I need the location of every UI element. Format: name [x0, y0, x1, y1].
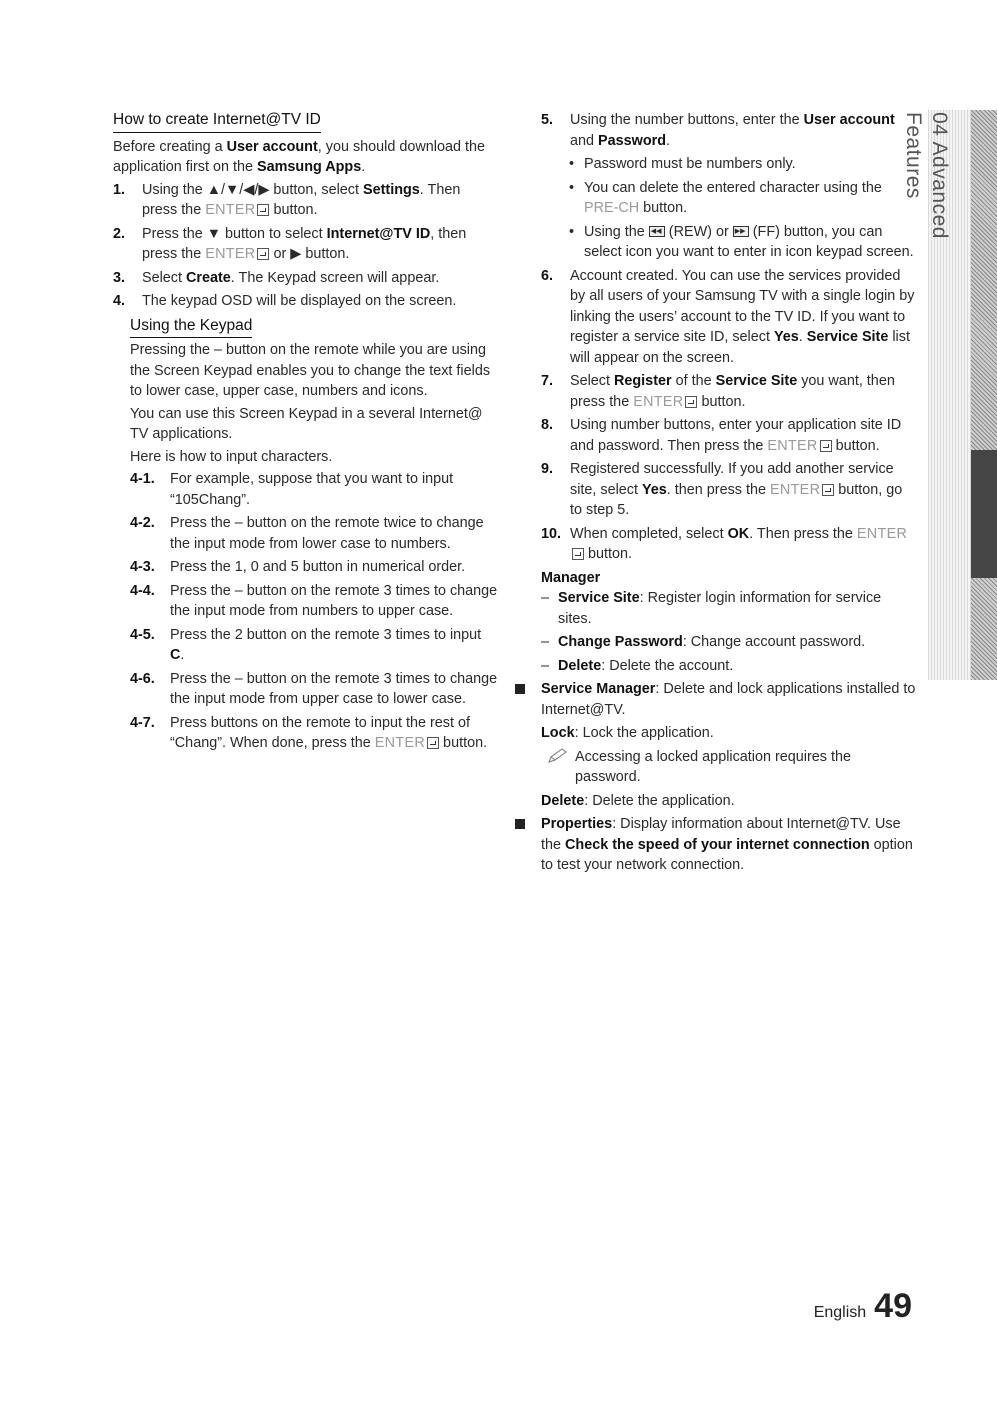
enter-icon	[685, 396, 697, 408]
page-footer	[813, 1287, 912, 1336]
square-bullet-icon	[515, 684, 525, 694]
left-column	[113, 110, 498, 757]
enter-icon	[822, 484, 834, 496]
lock-item: Lock: Lock the application.	[541, 725, 714, 741]
keypad-paragraph: Pressing the – button on the remote while you are using the Screen Keypad enables you to change the text fields to lower case, upper case, numbers and icons.	[130, 342, 491, 399]
rewind-icon	[649, 226, 665, 237]
substep: 4-6. Press the – button on the remote 3 times to change the input mode from upper case to lower case.	[130, 670, 498, 707]
substep: 4-4. Press the – button on the remote 3 times to change the input mode from numbers to upper case.	[130, 582, 498, 619]
enter-icon	[820, 440, 832, 452]
step-10: 10. When completed, select OK. Then press the ENTER button.	[541, 525, 908, 562]
keypad-paragraph: You can use this Screen Keypad in a several Internet@ TV applications.	[130, 405, 483, 442]
manager-section	[541, 568, 916, 677]
fast-forward-icon	[733, 226, 749, 237]
bullet-item: • Password must be numbers only.	[569, 156, 796, 172]
step-1: 1. Using the ▲/▼/◀/▶ button, select Settings. Then press the ENTER button.	[113, 181, 461, 218]
manager-item: – Service Site: Register login information for service sites.	[541, 590, 882, 627]
right-column	[541, 110, 916, 879]
step-6: 6. Account created. You can use the services provided by all users of your Samsung TV with a single login by linking the users’ account to the TV ID. If you want to register a service site ID, select Yes. Service Site list will appear on the screen.	[541, 267, 915, 366]
step-9: 9. Registered successfully. If you add another service site, select Yes. then press the ENTER button, go to step 5.	[541, 461, 903, 518]
square-bullet-icon	[515, 819, 525, 829]
page-number: 49	[874, 1287, 912, 1325]
substep: 4-5. Press the 2 button on the remote 3 times to input C.	[130, 626, 482, 663]
delete-item: Delete: Delete the application.	[541, 792, 735, 809]
footer-language: English	[813, 1304, 867, 1321]
step-5: 5. Using the number buttons, enter the User account and Password.	[541, 112, 895, 149]
enter-icon	[257, 204, 269, 216]
bullet-item: • You can delete the entered character using the PRE-CH button.	[569, 179, 882, 216]
keypad-paragraph: Here is how to input characters.	[130, 448, 333, 465]
chapter-label: 04 Advanced Features	[902, 112, 951, 239]
enter-icon	[257, 248, 269, 260]
pencil-note-icon	[541, 747, 575, 788]
substep: 4-7. Press buttons on the remote to input the rest of “Chang”. When done, press the ENTER button.	[130, 714, 488, 751]
step-3: 3. Select Create. The Keypad screen will appear.	[113, 269, 440, 286]
note: Accessing a locked application requires the password.	[541, 747, 916, 788]
bullet-item: • Using the ◀◀ (REW) or ▶▶ (FF) button, you can select icon you want to enter in icon keypad screen.	[563, 222, 916, 263]
properties-item: Properties: Display information about Internet@TV. Use the Check the speed of your internet connection option to test your network connection.	[512, 814, 916, 876]
step-4: 4. The keypad OSD will be displayed on the screen.	[113, 293, 457, 309]
substep: 4-1. For example, suppose that you want to input “105Chang”.	[130, 471, 454, 508]
keypad-title: Using the Keypad	[130, 316, 252, 339]
enter-icon	[427, 737, 439, 749]
service-manager-item: Service Manager: Delete and lock applications installed to Internet@TV.	[512, 679, 916, 720]
manager-item: – Change Password: Change account password.	[541, 634, 866, 650]
substep: 4-2. Press the – button on the remote twice to change the input mode from lower case to numbers.	[130, 515, 484, 552]
manager-title: Manager	[541, 569, 601, 586]
intro-paragraph: Before creating a User account, you should download the application first on the Samsung Apps.	[113, 138, 485, 175]
section-title: How to create Internet@TV ID	[113, 110, 321, 133]
step-8: 8. Using number buttons, enter your application site ID and password. Then press the ENTER button.	[541, 417, 902, 454]
step-2: 2. Press the ▼ button to select Internet@TV ID, then press the ENTER or ▶ button.	[113, 225, 467, 262]
step-7: 7. Select Register of the Service Site you want, then press the ENTER button.	[541, 373, 895, 410]
enter-icon	[572, 548, 584, 560]
manager-item: – Delete: Delete the account.	[541, 657, 734, 674]
substep: 4-3. Press the 1, 0 and 5 button in numerical order.	[130, 559, 466, 575]
keypad-section	[130, 316, 498, 754]
